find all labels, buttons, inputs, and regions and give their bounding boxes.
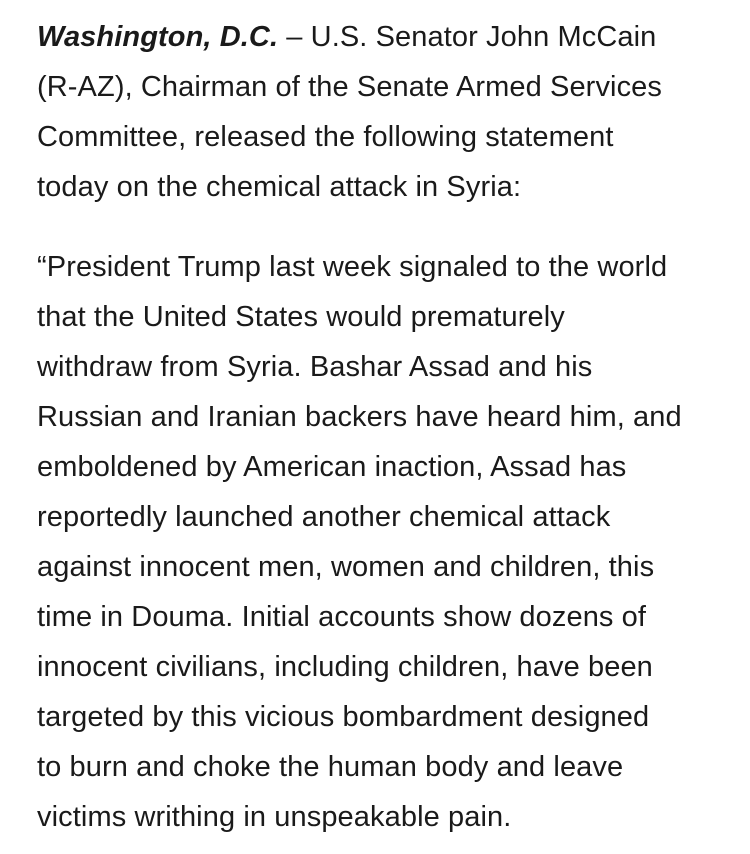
quote-line: innocent civilians, including children, have been: [37, 651, 653, 683]
quote-line: that the United States would prematurely: [37, 301, 565, 333]
quote-line: reportedly launched another chemical attack: [37, 501, 611, 533]
quote-line: Russian and Iranian backers have heard him, and: [37, 401, 682, 433]
intro-line-text: – U.S. Senator John McCain: [278, 21, 657, 53]
intro-line: today on the chemical attack in Syria:: [37, 171, 522, 203]
intro-line: Committee, released the following statement: [37, 121, 614, 153]
intro-line: [37, 12, 727, 62]
press-release: [37, 12, 727, 842]
quote-line: time in Douma. Initial accounts show dozens of: [37, 601, 647, 633]
quote-line: to burn and choke the human body and leave: [37, 751, 624, 783]
quote-line: targeted by this vicious bombardment designed: [37, 701, 650, 733]
intro-paragraph: [37, 12, 727, 212]
quote-line: against innocent men, women and children, this: [37, 551, 655, 583]
dateline: Washington, D.C.: [37, 21, 279, 53]
intro-line: (R-AZ), Chairman of the Senate Armed Services: [37, 71, 663, 103]
quote-line: withdraw from Syria. Bashar Assad and his: [37, 351, 593, 383]
quote-line: “President Trump last week signaled to the world: [37, 251, 668, 283]
quote-paragraph: [37, 242, 727, 842]
quote-line: victims writhing in unspeakable pain.: [37, 801, 512, 833]
quote-line: emboldened by American inaction, Assad has: [37, 451, 627, 483]
